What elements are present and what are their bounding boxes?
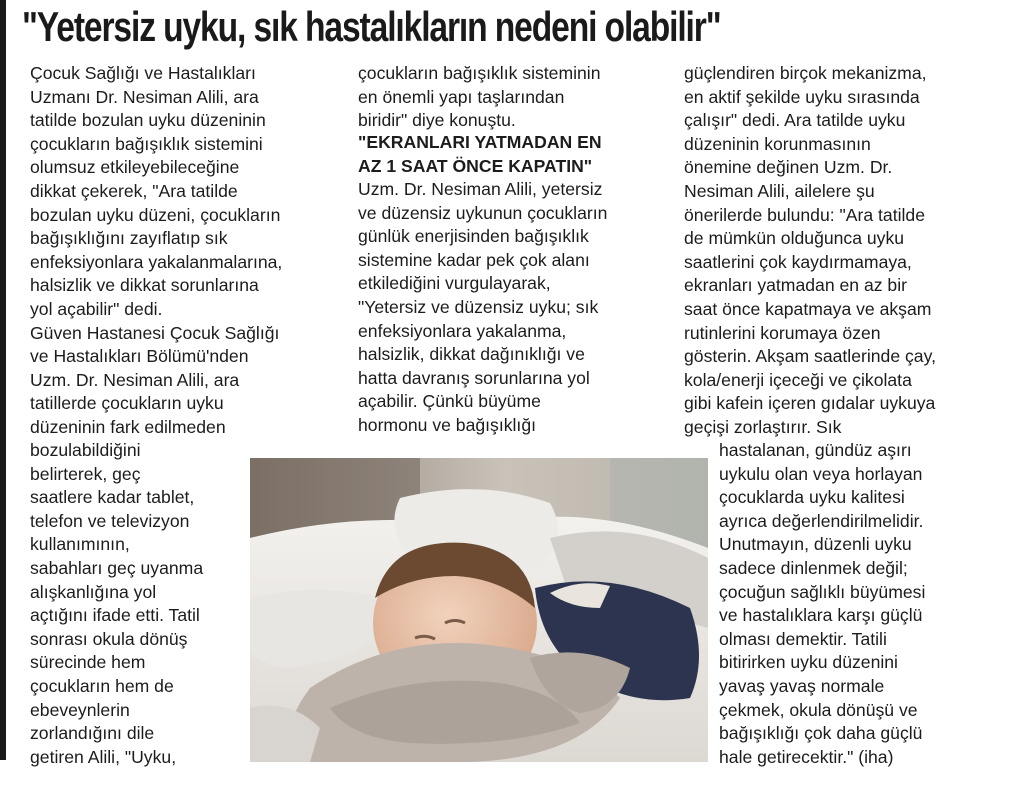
article-photo [250, 458, 708, 762]
column-2-text-top: çocukların bağışıklık sisteminin en önemli yapı taşlarından biridir" diye konuştu. [358, 63, 601, 131]
column-3-text-top: güçlendiren birçok mekanizma, en aktif şekilde uyku sırasında çalışır" dedi. Ara tatilde uyku düzeninin korunmasının önemine değinen Uzm. Dr. Nesiman Alili, ailelere şu önerilerde bulundu: "Ara tatilde de mümkün olduğunca uyku saatlerini çok kaydırmamaya, ekranları yatmadan en az bir saat önce kapatmaya ve akşam rutinlerini korumaya özen gösterin. Akşam saatlerinde çay, kola/enerji içeceği ve çikolata gibi kafein içeren gıdalar uykuya geçişi zorlaştırır. Sık [684, 63, 936, 437]
subheading: "EKRANLARI YATMADAN EN AZ 1 SAAT ÖNCE KAPATIN" [358, 132, 602, 176]
column-1-text-bottom: bozulabildiğini belirterek, geç saatlere kadar tablet, telefon ve televizyon kullanımının, sabahları geç uyanma alışkanlığına yol açtığını ifade etti. Tatil sonrası okula dönüş sürecinde hem çocukların hem de ebeveynlerin zorlandığını dile getiren Alili, "Uyku, [30, 440, 204, 767]
column-2-text-body: Uzm. Dr. Nesiman Alili, yetersiz ve düzensiz uykunun çocukların günlük enerjisinden bağışıklık sistemine kadar pek çok alanı etkilediğini vurgulayarak, "Yetersiz ve düzensiz uyku; sık enfeksiyonlara yakalanma, halsizlik, dikkat dağınıklığı ve hatta davranış sorunlarına yol açabilir. Çünkü büyüme hormonu ve bağışıklığı [358, 179, 608, 435]
headline: "Yetersiz uyku, sık hastalıkların nedeni olabilir" [22, 3, 721, 50]
left-rule [0, 0, 6, 760]
column-3-text-bottom: hastalanan, gündüz aşırı uykulu olan veya horlayan çocuklarda uyku kalitesi ayrıca değerlendirilmelidir. Unutmayın, düzenli uyku sadece dinlenmek değil; çocuğun sağlıklı büyümesi ve hastalıklara karşı güçlü olması demektir. Tatili bitirirken uyku düzenini yavaş yavaş normale çekmek, okula dönüşü ve bağışıklığı çok daha güçlü hale getirecektir." (iha) [719, 440, 926, 767]
column-1-text-top: Çocuk Sağlığı ve Hastalıkları Uzmanı Dr. Nesiman Alili, ara tatilde bozulan uyku düzeninin çocukların bağışıklık sistemini olumsuz etkileyebileceğine dikkat çekerek, "Ara tatilde bozulan uyku düzeni, çocukların bağışıklığını zayıflatıp sık enfeksiyonlara yakalanmalarına, halsizlik ve dikkat sorunlarına yol açabilir" dedi. Güven Hastanesi Çocuk Sağlığı ve Hastalıkları Bölümü'nden Uzm. Dr. Nesiman Alili, ara tatillerde çocukların uyku düzeninin fark edilmeden [30, 63, 283, 437]
sleeping-child-illustration [250, 458, 708, 762]
